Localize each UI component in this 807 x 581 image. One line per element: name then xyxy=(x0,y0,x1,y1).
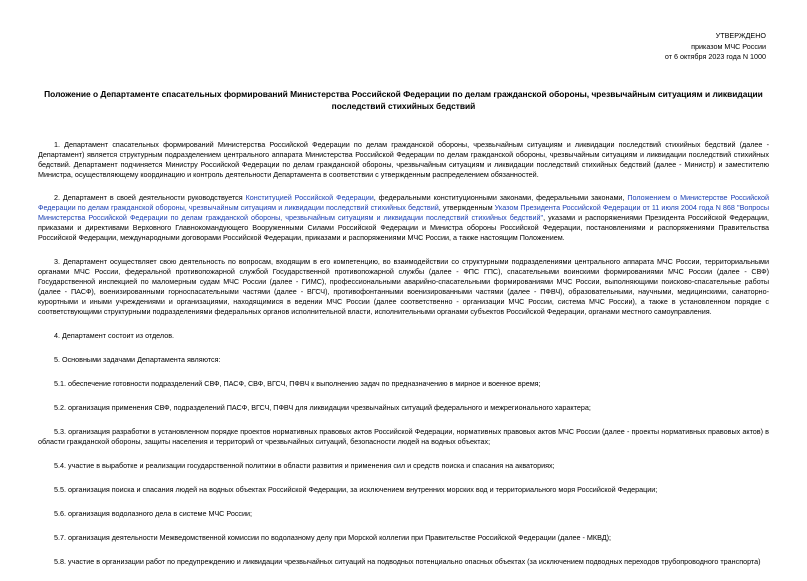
paragraph-4: 4. Департамент состоит из отделов. xyxy=(54,331,175,340)
link-constitution[interactable]: Конституцией Российской Федерации xyxy=(245,193,374,202)
paragraph-5-2: 5.2. организация применения СВФ, подразделений ПАСФ, ВГСЧ, ПФВЧ для ликвидации чрезвычайных ситуаций федерального и межрегионального характера; xyxy=(54,403,591,412)
paragraph-5-4: 5.4. участие в выработке и реализации государственной политики в области развития и применения сил и средств поиска и спасания на акваториях; xyxy=(54,461,555,470)
document-body xyxy=(38,140,769,581)
paragraph-5-7: 5.7. организация деятельности Межведомственной комиссии по водолазному делу при Морской коллегии при Правительстве Российской Федерации (далее - МКВД); xyxy=(54,533,611,542)
paragraph-3: 3. Департамент осуществляет свою деятельность по вопросам, входящим в его компетенцию, во взаимодействии со структурными подразделениями центрального аппарата МЧС России, территориальными органами МЧС России, федеральной противопожарной службой Государственной противопожарной службы (далее - ФПС ГПС), спасательными воинскими формированиями МЧС России (далее - СВФ) Государственной инспекцией по маломерным судам МЧС России (далее - ГИМС), профессиональными аварийно-спасательными формированиями МЧС России, выполняющими поисково-спасательные работы (далее - ПАСФ), военизированными горноспасательными частями (далее - ВГСЧ), противофонтанными военизированными частями (далее - ПФВЧ), образовательными, научными, медицинскими, санаторно-курортными и иными учреждениями и организациями, находящимися в ведении МЧС России (далее соответственно - организации МЧС России, система МЧС России), а также в установленном порядке с соответствующими структурными подразделениями федеральных органов исполнительной власти, исполнительными органами субъектов Российской Федерации, органами местного самоуправления. xyxy=(38,257,769,316)
link-president-decree[interactable]: Указом Президента Российской Федерации от 11 июля 2004 года N 868 "Вопросы Министерства Российской Федерации по делам гражданской обороны, чрезвычайным ситуациям и ликвидации последствий стихийных бедствий" xyxy=(38,203,770,222)
paragraph-2-text-b: , федеральными конституционными законами, федеральными законами, xyxy=(373,193,628,202)
link-ministry-regulation[interactable]: Положением о Министерстве Российской Федерации по делам гражданской обороны, чрезвычайным ситуациям и ликвидации последствий стихийных бедствий xyxy=(38,193,769,212)
paragraph-5: 5. Основными задачами Департамента являются: xyxy=(54,355,221,364)
paragraph-5-5: 5.5. организация поиска и спасания людей на водных объектах Российской Федерации, за исключением внутренних морских вод и территориального моря Российской Федерации; xyxy=(54,485,658,494)
paragraph-5-3: 5.3. организация разработки в установленном порядке проектов нормативных правовых актов Российской Федерации, нормативных правовых актов МЧС России (далее - проекты нормативных правовых актов) в области гражданской обороны, защиты населения и территорий от чрезвычайных ситуаций, безопасности людей на водных объектах; xyxy=(38,427,769,446)
paragraph-5-1: 5.1. обеспечение готовности подразделений СВФ, ПАСФ, СВФ, ВГСЧ, ПФВЧ к выполнению задач по предназначению в мирное и военное время; xyxy=(54,379,541,388)
document-title: Положение о Департаменте спасательных формирований Министерства Российской Федерации по делам гражданской обороны, чрезвычайным ситуациям и ликвидации последствий стихийных бедствий xyxy=(44,89,763,111)
approval-block xyxy=(665,31,766,63)
paragraph-2-text-c: , утвержденным xyxy=(438,203,495,212)
paragraph-2 xyxy=(38,193,769,243)
approval-label: УТВЕРЖДЕНО xyxy=(715,31,766,40)
paragraph-5-6: 5.6. организация водолазного дела в системе МЧС России; xyxy=(54,509,253,518)
paragraph-2-text-a: 2. Департамент в своей деятельности руководствуется xyxy=(54,193,246,202)
paragraph-2-text-d: , указами и распоряжениями Президента Российской Федерации, приказами и директивами Верховного Главнокомандующего Вооруженными Силами Российской Федерации и Министра обороны Российской Федерации, постановлениями и распоряжениями Правительства Российской Федерации, международными договорами Российской Федерации, приказами и распоряжениями МЧС России, а также настоящим Положением. xyxy=(38,213,769,242)
paragraph-5-8: 5.8. участие в организации работ по предупреждению и ликвидации чрезвычайных ситуаций на подводных потенциально опасных объектах (за исключением подводных переходов трубопроводного транспорта) xyxy=(54,557,761,566)
paragraph-1: 1. Департамент спасательных формирований Министерства Российской Федерации по делам гражданской обороны, чрезвычайным ситуациям и ликвидации последствий стихийных бедствий (далее - Департамент) является структурным подразделением центрального аппарата Министерства Российской Федерации по делам гражданской обороны, чрезвычайным ситуациям и ликвидации последствий стихийных бедствий. Департамент подчиняется Министру Российской Федерации по делам гражданской обороны, чрезвычайным ситуациям и ликвидации последствий стихийных бедствий (далее - Министр) и заместителю Министра, осуществляющему координацию и контроль деятельности Департамента в соответствии с утвержденным распределением обязанностей. xyxy=(38,140,769,179)
approval-order: приказом МЧС России xyxy=(691,41,766,51)
approval-date: от 6 октября 2023 года N 1000 xyxy=(664,52,766,61)
